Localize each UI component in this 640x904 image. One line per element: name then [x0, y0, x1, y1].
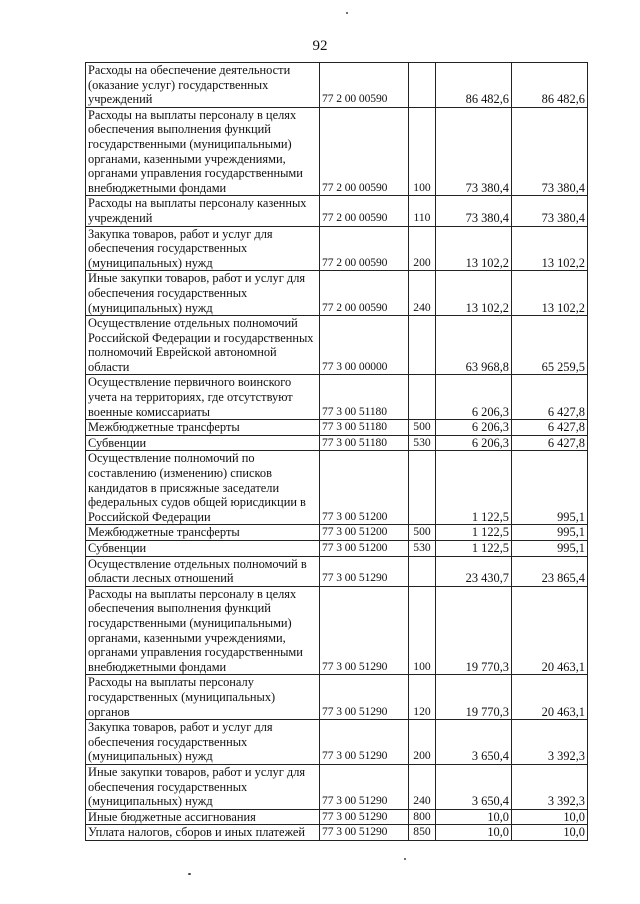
expense-type-code-cell: 200	[409, 226, 436, 271]
expense-type-code-cell: 530	[409, 435, 436, 451]
amount-year2-cell: 86 482,6	[512, 63, 588, 108]
amount-year1-cell: 6 206,3	[436, 420, 512, 436]
expense-type-code-cell: 200	[409, 720, 436, 765]
target-article-code-cell: 77 3 00 51290	[320, 675, 409, 720]
amount-year2-cell: 3 392,3	[512, 720, 588, 765]
expense-type-code-cell: 100	[409, 586, 436, 675]
amount-year2-cell: 3 392,3	[512, 764, 588, 809]
expense-type-code-cell	[409, 316, 436, 375]
target-article-code-cell: 77 2 00 00590	[320, 63, 409, 108]
expense-type-code-cell	[409, 451, 436, 525]
table-row	[86, 541, 588, 557]
expense-type-code-cell: 240	[409, 271, 436, 316]
table-row	[86, 63, 588, 108]
amount-year2-cell: 6 427,8	[512, 435, 588, 451]
amount-year1-cell: 1 122,5	[436, 525, 512, 541]
expense-type-code-cell: 110	[409, 196, 436, 226]
target-article-code-cell: 77 3 00 51180	[320, 375, 409, 420]
table-row	[86, 420, 588, 436]
target-article-code-cell: 77 3 00 51290	[320, 720, 409, 765]
target-article-code-cell: 77 3 00 51200	[320, 451, 409, 525]
amount-year1-cell: 6 206,3	[436, 435, 512, 451]
target-article-code-cell: 77 2 00 00590	[320, 196, 409, 226]
amount-year2-cell: 73 380,4	[512, 107, 588, 196]
expense-type-code-cell: 800	[409, 809, 436, 825]
table-row	[86, 825, 588, 841]
page-number: 92	[312, 38, 328, 54]
target-article-code-cell: 77 2 00 00590	[320, 107, 409, 196]
expense-name-cell: Межбюджетные трансферты	[86, 420, 320, 436]
amount-year2-cell: 995,1	[512, 541, 588, 557]
target-article-code-cell: 77 3 00 00000	[320, 316, 409, 375]
table-row	[86, 375, 588, 420]
expense-name-cell: Осуществление отдельных полномочий Российской Федерации и государственных полномочий Еврейской автономной области	[86, 316, 320, 375]
expense-name-cell: Уплата налогов, сборов и иных платежей	[86, 825, 320, 841]
expense-name-cell: Осуществление первичного воинского учета на территориях, где отсутствуют военные комиссариаты	[86, 375, 320, 420]
table-row	[86, 675, 588, 720]
expense-type-code-cell: 530	[409, 541, 436, 557]
expense-type-code-cell: 100	[409, 107, 436, 196]
expense-name-cell: Иные бюджетные ассигнования	[86, 809, 320, 825]
table-row	[86, 720, 588, 765]
table-row	[86, 271, 588, 316]
target-article-code-cell: 77 3 00 51290	[320, 586, 409, 675]
amount-year2-cell: 995,1	[512, 451, 588, 525]
table-row	[86, 525, 588, 541]
expense-name-cell: Расходы на выплаты персоналу в целях обеспечения выполнения функций государственными (муниципальными) органами, казенными учреждениями, органами управления государственными внебюджетными фондами	[86, 586, 320, 675]
table-row	[86, 586, 588, 675]
amount-year1-cell: 13 102,2	[436, 226, 512, 271]
expense-type-code-cell: 240	[409, 764, 436, 809]
amount-year1-cell: 10,0	[436, 809, 512, 825]
table-row	[86, 196, 588, 226]
expense-type-code-cell: 500	[409, 420, 436, 436]
expense-type-code-cell	[409, 375, 436, 420]
target-article-code-cell: 77 3 00 51290	[320, 809, 409, 825]
target-article-code-cell: 77 3 00 51290	[320, 556, 409, 586]
expense-name-cell: Субвенции	[86, 435, 320, 451]
amount-year1-cell: 73 380,4	[436, 196, 512, 226]
table-row	[86, 556, 588, 586]
table-row	[86, 809, 588, 825]
expense-name-cell: Осуществление полномочий по составлению (изменению) списков кандидатов в присяжные заседатели федеральных судов общей юрисдикции в Российской Федерации	[86, 451, 320, 525]
amount-year1-cell: 86 482,6	[436, 63, 512, 108]
amount-year1-cell: 73 380,4	[436, 107, 512, 196]
amount-year2-cell: 65 259,5	[512, 316, 588, 375]
table-body	[86, 63, 588, 841]
amount-year1-cell: 1 122,5	[436, 541, 512, 557]
amount-year2-cell: 6 427,8	[512, 420, 588, 436]
amount-year1-cell: 3 650,4	[436, 764, 512, 809]
amount-year2-cell: 10,0	[512, 825, 588, 841]
table-row	[86, 764, 588, 809]
expense-name-cell: Закупка товаров, работ и услуг для обеспечения государственных (муниципальных) нужд	[86, 720, 320, 765]
target-article-code-cell: 77 3 00 51200	[320, 541, 409, 557]
expense-type-code-cell: 500	[409, 525, 436, 541]
scan-speck	[404, 858, 406, 860]
scan-speck	[346, 12, 348, 14]
expense-name-cell: Осуществление отдельных полномочий в области лесных отношений	[86, 556, 320, 586]
amount-year2-cell: 995,1	[512, 525, 588, 541]
target-article-code-cell: 77 2 00 00590	[320, 271, 409, 316]
table-row	[86, 107, 588, 196]
expense-name-cell: Расходы на выплаты персоналу государственных (муниципальных) органов	[86, 675, 320, 720]
budget-expenditure-table	[85, 62, 588, 841]
scan-speck	[188, 873, 191, 875]
amount-year2-cell: 20 463,1	[512, 586, 588, 675]
amount-year1-cell: 1 122,5	[436, 451, 512, 525]
expense-name-cell: Закупка товаров, работ и услуг для обеспечения государственных (муниципальных) нужд	[86, 226, 320, 271]
amount-year2-cell: 13 102,2	[512, 271, 588, 316]
amount-year2-cell: 20 463,1	[512, 675, 588, 720]
expense-name-cell: Межбюджетные трансферты	[86, 525, 320, 541]
amount-year1-cell: 3 650,4	[436, 720, 512, 765]
amount-year1-cell: 19 770,3	[436, 675, 512, 720]
amount-year1-cell: 10,0	[436, 825, 512, 841]
table-row	[86, 435, 588, 451]
target-article-code-cell: 77 3 00 51290	[320, 825, 409, 841]
expense-type-code-cell	[409, 63, 436, 108]
target-article-code-cell: 77 2 00 00590	[320, 226, 409, 271]
amount-year1-cell: 63 968,8	[436, 316, 512, 375]
expense-name-cell: Расходы на выплаты персоналу в целях обеспечения выполнения функций государственными (муниципальными) органами, казенными учреждениями, органами управления государственными внебюджетными фондами	[86, 107, 320, 196]
table-row	[86, 226, 588, 271]
expense-name-cell: Субвенции	[86, 541, 320, 557]
target-article-code-cell: 77 3 00 51200	[320, 525, 409, 541]
expense-name-cell: Иные закупки товаров, работ и услуг для обеспечения государственных (муниципальных) нужд	[86, 271, 320, 316]
amount-year2-cell: 10,0	[512, 809, 588, 825]
target-article-code-cell: 77 3 00 51180	[320, 420, 409, 436]
target-article-code-cell: 77 3 00 51180	[320, 435, 409, 451]
target-article-code-cell: 77 3 00 51290	[320, 764, 409, 809]
expense-type-code-cell: 120	[409, 675, 436, 720]
amount-year2-cell: 13 102,2	[512, 226, 588, 271]
expense-name-cell: Иные закупки товаров, работ и услуг для обеспечения государственных (муниципальных) нужд	[86, 764, 320, 809]
amount-year1-cell: 13 102,2	[436, 271, 512, 316]
amount-year1-cell: 6 206,3	[436, 375, 512, 420]
amount-year2-cell: 73 380,4	[512, 196, 588, 226]
amount-year2-cell: 6 427,8	[512, 375, 588, 420]
table-row	[86, 316, 588, 375]
expense-type-code-cell	[409, 556, 436, 586]
expense-name-cell: Расходы на выплаты персоналу казенных учреждений	[86, 196, 320, 226]
table-row	[86, 451, 588, 525]
expense-type-code-cell: 850	[409, 825, 436, 841]
expense-name-cell: Расходы на обеспечение деятельности (оказание услуг) государственных учреждений	[86, 63, 320, 108]
amount-year1-cell: 19 770,3	[436, 586, 512, 675]
amount-year2-cell: 23 865,4	[512, 556, 588, 586]
amount-year1-cell: 23 430,7	[436, 556, 512, 586]
